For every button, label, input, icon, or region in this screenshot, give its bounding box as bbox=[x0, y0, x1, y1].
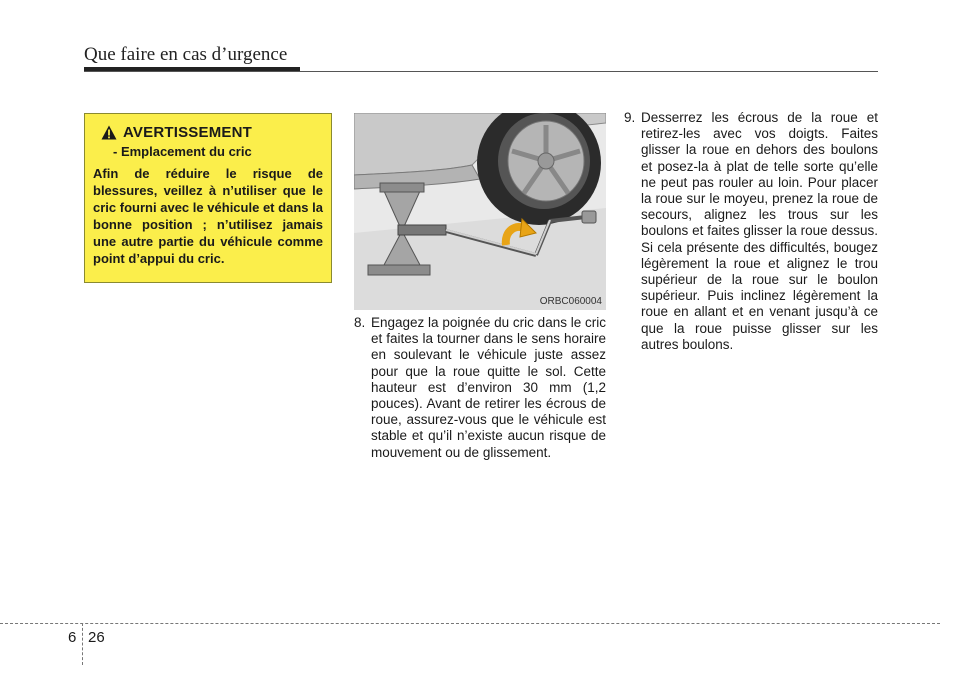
figure-code: ORBC060004 bbox=[539, 296, 602, 307]
warning-box bbox=[84, 113, 332, 283]
page-header-title: Que faire en cas d’urgence bbox=[84, 44, 288, 65]
page-number: 26 bbox=[88, 629, 105, 646]
warning-subtitle: - Emplacement du cric bbox=[113, 144, 252, 159]
warning-triangle-icon bbox=[101, 125, 117, 140]
jack-handle-drawing bbox=[354, 113, 606, 310]
footer-divider bbox=[82, 623, 83, 665]
step-number: 9. bbox=[624, 110, 636, 125]
step-number: 8. bbox=[354, 315, 366, 330]
chapter-number: 6 bbox=[68, 629, 77, 646]
step-text: Engagez la poignée du cric dans le cric et faites la tourner dans le sens horaire en soulevant le véhicule juste assez pour que la roue quitte le sol. Cette hauteur est d’environ 30 mm (1,2 pouces). Avant de retirer les écrous de roue, assurez-vous que le véhicule est stable et qu’il n’existe aucun risque de mouvement ou de glissement. bbox=[371, 315, 606, 460]
warning-title: AVERTISSEMENT bbox=[123, 124, 253, 141]
step-8 bbox=[354, 315, 606, 461]
step-9 bbox=[624, 110, 878, 353]
warning-header bbox=[101, 124, 323, 141]
warning-body: Afin de réduire le risque de blessures, veillez à n’utiliser que le cric fourni avec le véhicule et dans la bonne position ; n’utilisez jamais une autre partie du véhicule comme point d’appui du cric. bbox=[93, 166, 323, 266]
jack-illustration bbox=[354, 113, 606, 310]
footer-rule bbox=[0, 623, 940, 624]
header-rule bbox=[84, 71, 878, 72]
step-text: Desserrez les écrous de la roue et retirez-les avec vos doigts. Faites glisser la roue en dehors des boulons et posez-la à plat de telle sorte qu’elle ne peut pas rouler au loin. Pour placer la roue sur le moyeu, prenez la roue de secours, alignez les trous sur les boulons et faites glisser la roue dessus. Si cela présente des difficultés, bougez légèrement la roue et alignez le trou supérieur de la roue sur le boulon supérieur. Puis inclinez légèrement la roue en allant et en venant jusqu’à ce que la roue puisse glisser sur les autres boulons. bbox=[641, 110, 878, 352]
